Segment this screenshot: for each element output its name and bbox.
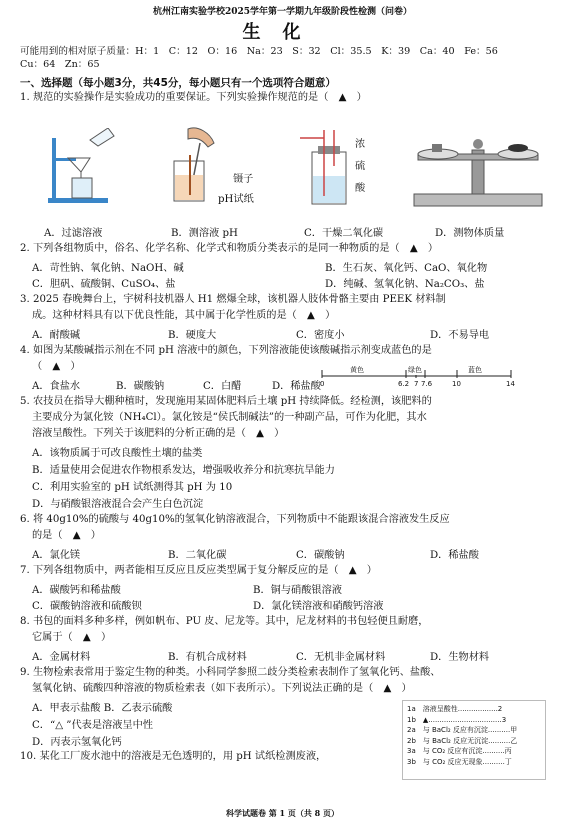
ph-yellow-label: 黄色 [350,366,364,374]
q6-option-a: A．氯化镁 [32,550,81,561]
q3-stem-line-2: 成。这种材料具有以下优良性能，其中属于化学性质的是（ ▲ ） [32,310,336,321]
tweezers-label: 镊子 [233,174,254,185]
q4-option-d: D．稀盐酸 [272,381,321,392]
q1-option-b: B．测溶液 pH [171,228,238,239]
q8-stem-line-2: 它属于（ ▲ ） [32,632,112,643]
ph-tick-14: 14 [506,380,515,388]
q2-stem: 2. 下列各组物质中，俗名、化学名称、化学式和物质分类表示的是同一种物质的是（ ▲ ） [20,243,439,254]
q10-stem: 10. 某化工厂废水池中的溶液是无色透明的，用 pH 试纸检测废液， [20,751,327,762]
q8-option-c: C．无机非金属材料 [296,652,386,663]
q9-option-c: C．“△ ”代表是溶液呈中性 [32,720,153,731]
q5-option-b: B．适量使用会促进农作物根系发达，增强吸收养分和抗寒抗旱能力 [32,465,335,476]
q9-stem-line-2: 氢氧化钠、硫酸四种溶液的物质检索表（如下表所示）。下列说法正确的是（ ▲ ） [32,683,412,694]
q1-option-c: C．干燥二氧化碳 [304,228,384,239]
page-footer: 科学试题卷 第 1 页（共 8 页） [225,808,340,818]
q4-option-a: A．食盐水 [32,381,81,392]
q6-stem-line-1: 6. 将 40g10%的硫酸与 40g10%的氢氧化钠溶液混合，下列物质中不能跟该混合溶液发生反应 [20,514,450,525]
q6-option-d: D．稀盐酸 [430,550,479,561]
q4-stem-line-1: 4. 如图为某酸碱指示剂在不同 pH 溶液中的颜色，下列溶液能使该酸碱指示剂变成蓝色的是 [20,345,432,356]
q6-option-c: C．碳酸钠 [296,550,345,561]
q8-option-b: B．有机合成材料 [168,652,247,663]
q9-option-d: D．丙表示氢氧化钙 [32,737,122,748]
atomic-masses-line-2: Cu：64 Zn：65 [20,59,100,70]
q6-option-b: B．二氧化碳 [168,550,227,561]
key-row-3a: 3a 与 CO₂ 反应有沉淀..........丙 [407,747,512,755]
q3-option-b: B．硬度大 [168,330,217,341]
key-row-1b: 1b ▲.................................3 [407,715,507,724]
key-row-1a: 1a 溶液呈酸性..................2 [407,705,503,713]
exam-header: 杭州江南实验学校2025学年第一学期九年级阶段性检测（问卷） [152,7,413,17]
acid-label-2: 硫 [355,161,366,172]
q4-stem-line-2: （ ▲ ） [32,361,81,372]
q5-stem-line-1: 5. 农技员在指导大棚种植时，发现施用某固体肥料后土壤 pH 持续降低。经检测，该肥料的 [20,396,432,407]
acid-label-1: 浓 [355,139,366,150]
ph-tick-7: 7 [414,380,419,388]
q8-stem-line-1: 8. 书包的面料多种多样，例如帆布、PU 皮、尼龙等。其中，尼龙材料的书包轻便且耐磨， [20,616,429,627]
q5-option-d: D．与硝酸银溶液混合会产生白色沉淀 [32,499,204,510]
q4-option-b: B．碳酸钠 [116,381,165,392]
ph-green-label: 绿色 [408,366,422,374]
q3-option-a: A．耐酸碱 [32,330,81,341]
subject-title: 生化 [242,22,323,43]
filtration-apparatus-illustration [38,128,118,206]
q7-option-c: C．碳酸钠溶液和硫酸钡 [32,601,142,612]
q2-option-a: A．苛性钠、氧化钠、NaOH、碱 [32,263,184,274]
q7-option-d: D．氯化镁溶液和硝酸钙溶液 [253,601,384,612]
q9-option-a-b: A．甲表示盐酸 B．乙表示硫酸 [32,703,173,714]
section-heading: 一、选择题（每小题3分，共45分，每小题只有一个选项符合题意） [20,77,336,89]
drying-bottle-illustration [300,130,360,210]
q1-stem: 1. 规范的实验操作是实验成功的重要保证。下列实验操作规范的是（ ▲ ） [20,92,367,103]
q9-stem-line-1: 9. 生物检索表常用于鉴定生物的种类。小科同学参照二歧分类检索表制作了氢氧化钙、盐酸、 [20,667,441,678]
q4-option-c: C．白醋 [203,381,242,392]
q8-option-d: D．生物材料 [430,652,490,663]
q5-stem-line-2: 主要成分为氯化铵（NH₄Cl）。氯化铵是“侯氏制碱法”的一种副产品，可作为化肥，其水 [32,412,427,423]
ph-tick-7-6: 7.6 [421,380,433,388]
q1-option-a: A．过滤溶液 [44,228,103,239]
q8-option-a: A．金属材料 [32,652,91,663]
q1-option-d: D．测物体质量 [435,228,505,239]
balance-scale-illustration [408,130,548,210]
key-row-2a: 2a 与 BaCl₂ 反应有沉淀..........甲 [407,726,518,734]
q6-stem-line-2: 的是（ ▲ ） [32,530,101,541]
key-row-3b: 3b 与 CO₂ 反应无现象..........丁 [407,757,512,766]
q5-option-a: A．该物质属于可改良酸性土壤的盐类 [32,448,203,459]
q3-option-d: D．不易导电 [430,330,490,341]
ph-tick-10: 10 [452,380,461,388]
ph-tick-6-2: 6.2 [398,380,410,388]
q3-stem-line-1: 3. 2025 春晚舞台上，宇树科技机器人 H1 燃爆全球，该机器人肢体骨骼主要由 PEEK 材料制 [20,294,446,305]
q5-stem-line-3: 溶液呈酸性。下列关于该肥料的分析正确的是（ ▲ ） [32,428,285,439]
q7-option-b: B．铜与硝酸银溶液 [253,585,342,596]
q2-option-c: C．胆矾、硫酸铜、CuSO₄、盐 [32,279,176,290]
q2-option-b: B．生石灰、氧化钙、CaO、氧化物 [325,263,488,274]
ph-blue-label: 蓝色 [468,366,482,374]
ph-tick-0: 0 [320,380,325,388]
q7-option-a: A．碳酸钙和稀盐酸 [32,585,121,596]
q5-option-c: C．利用实验室的 pH 试纸测得其 pH 为 10 [32,482,233,493]
key-row-2b: 2b 与 BaCl₂ 反应无沉淀..........乙 [407,736,518,745]
atomic-masses-line-1: 可能用到的相对原子质量：H：1 C：12 O：16 Na：23 S：32 Cl：35.5 K：39 Ca：40 Fe：56 [20,46,498,57]
substance-key-table [402,700,546,780]
q2-option-d: D．纯碱、氢氧化钠、Na₂CO₃、盐 [325,279,485,290]
ph-paper-label: pH试纸 [218,194,254,205]
q7-stem: 7. 下列各组物质中，两者能相互反应且反应类型属于复分解反应的是（ ▲ ） [20,565,377,576]
q3-option-c: C．密度小 [296,330,345,341]
acid-label-3: 酸 [355,183,366,194]
